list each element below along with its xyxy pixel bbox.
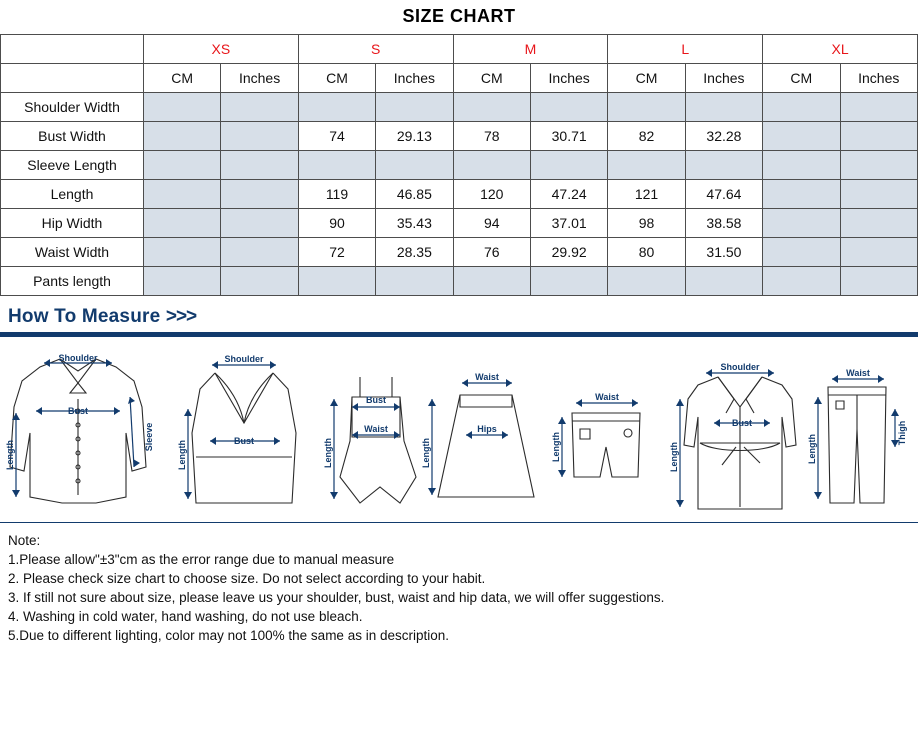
cell xyxy=(840,180,917,209)
cell xyxy=(453,267,530,296)
cell xyxy=(221,151,298,180)
unit-corner-cell xyxy=(1,64,144,93)
cell xyxy=(530,267,607,296)
cell xyxy=(685,267,762,296)
cell xyxy=(376,93,453,122)
cell xyxy=(685,151,762,180)
cell xyxy=(840,209,917,238)
cell xyxy=(840,267,917,296)
row-label-shoulder-width: Shoulder Width xyxy=(1,93,144,122)
page-title: SIZE CHART xyxy=(402,6,516,26)
size-header-xl: XL xyxy=(763,35,918,64)
svg-text:Bust: Bust xyxy=(234,436,254,446)
figure-coat xyxy=(684,377,796,509)
cell xyxy=(763,122,840,151)
table-row xyxy=(1,180,918,209)
chevrons-right-icon: >>> xyxy=(165,306,197,327)
cell xyxy=(144,93,221,122)
cell: 80 xyxy=(608,238,685,267)
cell: 28.35 xyxy=(376,238,453,267)
cell xyxy=(608,93,685,122)
cell xyxy=(530,93,607,122)
svg-text:Bust: Bust xyxy=(732,418,752,428)
table-row xyxy=(1,151,918,180)
size-header-l: L xyxy=(608,35,763,64)
cell xyxy=(840,122,917,151)
figure-pants xyxy=(828,387,886,503)
cell xyxy=(453,151,530,180)
table-row xyxy=(1,267,918,296)
cell: 30.71 xyxy=(530,122,607,151)
cell: 98 xyxy=(608,209,685,238)
table-row xyxy=(1,238,918,267)
unit-l-cm: CM xyxy=(608,64,685,93)
cell xyxy=(840,93,917,122)
cell xyxy=(144,238,221,267)
svg-text:Thigh: Thigh xyxy=(897,420,907,446)
unit-xs-inches: Inches xyxy=(221,64,298,93)
svg-text:Shoulder: Shoulder xyxy=(720,362,760,372)
figure-blouse xyxy=(10,359,146,503)
cell xyxy=(221,93,298,122)
measure-figures xyxy=(0,337,918,523)
svg-text:Length: Length xyxy=(5,440,15,470)
svg-text:Length: Length xyxy=(669,442,679,472)
unit-m-inches: Inches xyxy=(530,64,607,93)
cell xyxy=(763,238,840,267)
size-chart-table xyxy=(0,34,918,296)
row-label-hip-width: Hip Width xyxy=(1,209,144,238)
row-label-bust-width: Bust Width xyxy=(1,122,144,151)
cell xyxy=(376,267,453,296)
cell: 74 xyxy=(298,122,375,151)
note-heading: Note: xyxy=(8,533,41,548)
unit-m-cm: CM xyxy=(453,64,530,93)
unit-s-cm: CM xyxy=(298,64,375,93)
measure-figures-svg xyxy=(0,337,918,521)
unit-xs-cm: CM xyxy=(144,64,221,93)
cell xyxy=(763,151,840,180)
cell: 29.92 xyxy=(530,238,607,267)
table-row-size-headers xyxy=(1,35,918,64)
note-line-2: 2. Please check size chart to choose size. Do not select according to your habit. xyxy=(8,571,486,586)
cell xyxy=(453,93,530,122)
cell xyxy=(840,238,917,267)
row-label-pants-length: Pants length xyxy=(1,267,144,296)
cell xyxy=(221,267,298,296)
cell xyxy=(144,267,221,296)
cell xyxy=(763,180,840,209)
cell: 46.85 xyxy=(376,180,453,209)
unit-xl-cm: CM xyxy=(763,64,840,93)
size-header-xs: XS xyxy=(144,35,299,64)
cell xyxy=(763,267,840,296)
table-row-unit-headers xyxy=(1,64,918,93)
note-line-3: 3. If still not sure about size, please leave us your shoulder, bust, waist and hip data, we will offer suggestions. xyxy=(8,590,665,605)
cell xyxy=(221,180,298,209)
svg-text:Length: Length xyxy=(323,438,333,468)
note-block xyxy=(0,523,918,645)
cell: 37.01 xyxy=(530,209,607,238)
cell xyxy=(763,209,840,238)
cell: 31.50 xyxy=(685,238,762,267)
cell xyxy=(221,238,298,267)
cell: 90 xyxy=(298,209,375,238)
cell xyxy=(221,122,298,151)
size-header-m: M xyxy=(453,35,608,64)
row-label-length: Length xyxy=(1,180,144,209)
size-header-s: S xyxy=(298,35,453,64)
cell xyxy=(840,151,917,180)
unit-s-inches: Inches xyxy=(376,64,453,93)
unit-l-inches: Inches xyxy=(685,64,762,93)
row-label-waist-width: Waist Width xyxy=(1,238,144,267)
svg-text:Length: Length xyxy=(551,432,561,462)
cell: 72 xyxy=(298,238,375,267)
cell: 29.13 xyxy=(376,122,453,151)
cell: 38.58 xyxy=(685,209,762,238)
note-line-5: 5.Due to different lighting, color may not 100% the same as in description. xyxy=(8,628,449,643)
cell xyxy=(530,151,607,180)
cell xyxy=(144,209,221,238)
svg-text:Bust: Bust xyxy=(68,406,88,416)
svg-text:Waist: Waist xyxy=(846,368,870,378)
cell xyxy=(144,151,221,180)
cell xyxy=(221,209,298,238)
cell: 94 xyxy=(453,209,530,238)
svg-text:Shoulder: Shoulder xyxy=(58,353,98,363)
cell xyxy=(608,151,685,180)
svg-text:Shoulder: Shoulder xyxy=(224,354,264,364)
table-corner-cell xyxy=(1,35,144,64)
note-line-1: 1.Please allow"±3"cm as the error range due to manual measure xyxy=(8,552,395,567)
note-line-4: 4. Washing in cold water, hand washing, do not use bleach. xyxy=(8,609,363,624)
table-row xyxy=(1,122,918,151)
cell: 47.24 xyxy=(530,180,607,209)
cell: 121 xyxy=(608,180,685,209)
cell: 78 xyxy=(453,122,530,151)
cell: 119 xyxy=(298,180,375,209)
cell: 82 xyxy=(608,122,685,151)
how-to-measure-text: How To Measure xyxy=(8,306,161,327)
svg-text:Length: Length xyxy=(807,434,817,464)
svg-text:Length: Length xyxy=(177,440,187,470)
cell: 47.64 xyxy=(685,180,762,209)
table-row xyxy=(1,93,918,122)
svg-text:Sleeve: Sleeve xyxy=(144,422,154,452)
figure-skirt xyxy=(438,395,534,497)
cell xyxy=(298,151,375,180)
cell xyxy=(376,151,453,180)
cell xyxy=(608,267,685,296)
figure-shorts xyxy=(572,413,640,477)
svg-text:Waist: Waist xyxy=(364,424,388,434)
unit-xl-inches: Inches xyxy=(840,64,917,93)
svg-text:Waist: Waist xyxy=(595,392,619,402)
table-row xyxy=(1,209,918,238)
cell xyxy=(144,180,221,209)
svg-text:Bust: Bust xyxy=(366,395,386,405)
cell xyxy=(298,267,375,296)
how-to-measure-heading xyxy=(0,306,918,328)
cell: 32.28 xyxy=(685,122,762,151)
svg-text:Waist: Waist xyxy=(475,372,499,382)
cell xyxy=(298,93,375,122)
cell xyxy=(763,93,840,122)
cell xyxy=(144,122,221,151)
cell xyxy=(685,93,762,122)
cell: 35.43 xyxy=(376,209,453,238)
svg-text:Hips: Hips xyxy=(477,424,497,434)
svg-text:Length: Length xyxy=(421,438,431,468)
cell: 120 xyxy=(453,180,530,209)
cell: 76 xyxy=(453,238,530,267)
row-label-sleeve-length: Sleeve Length xyxy=(1,151,144,180)
